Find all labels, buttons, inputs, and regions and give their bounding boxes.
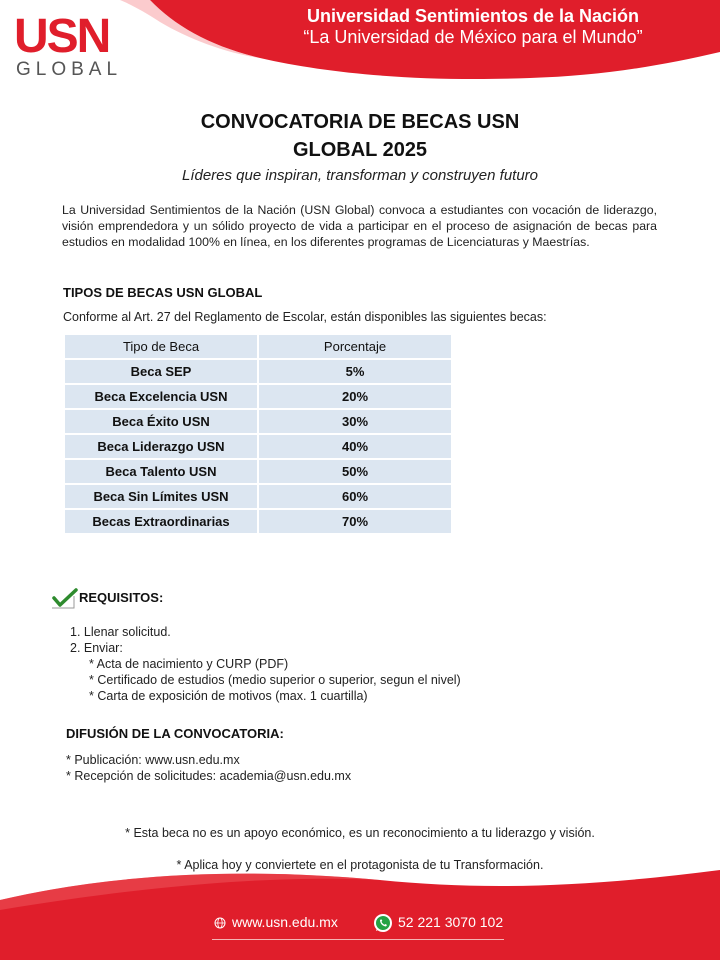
list-item: 1. Llenar solicitud. (70, 625, 171, 639)
difusion-list (66, 752, 351, 784)
beca-name: Beca Éxito USN (65, 410, 257, 433)
footer-wave (0, 870, 720, 960)
note-1: * Esta beca no es un apoyo económico, es un reconocimiento a tu liderazgo y visión. (125, 826, 595, 840)
table-row (65, 385, 451, 408)
table-header-row (65, 335, 451, 358)
tipos-text: Conforme al Art. 27 del Reglamento de Escolar, están disponibles las siguientes becas: (63, 310, 547, 324)
difusion-heading: DIFUSIÓN DE LA CONVOCATORIA: (66, 726, 284, 741)
logo-sub: GLOBAL (16, 59, 123, 80)
note-2: * Aplica hoy y conviertete en el protagonista de tu Transformación. (176, 858, 544, 872)
table-row (65, 435, 451, 458)
header-tipo: Tipo de Beca (65, 335, 257, 358)
list-item: * Recepción de solicitudes: academia@usn.edu.mx (66, 769, 352, 783)
table-row (65, 360, 451, 383)
website-link[interactable]: www.usn.edu.mx (232, 914, 338, 930)
page-title (0, 108, 720, 164)
table-row (65, 485, 451, 508)
list-item: 2. Enviar: (70, 641, 123, 655)
header-porcentaje: Porcentaje (259, 335, 451, 358)
beca-percent: 20% (259, 385, 451, 408)
becas-table (63, 333, 453, 535)
footer-divider (212, 939, 504, 940)
beca-percent: 40% (259, 435, 451, 458)
list-sub-item: * Acta de nacimiento y CURP (PDF) (89, 657, 289, 671)
requisitos-list (70, 624, 461, 704)
list-sub-item: * Carta de exposición de motivos (max. 1 cuartilla) (89, 689, 368, 703)
tipos-heading: TIPOS DE BECAS USN GLOBAL (63, 285, 263, 300)
beca-name: Beca Talento USN (65, 460, 257, 483)
logo-main: USN (14, 10, 110, 63)
beca-percent: 50% (259, 460, 451, 483)
title-line-1: CONVOCATORIA DE BECAS USN (200, 111, 520, 133)
requisitos-heading: REQUISITOS: (79, 590, 164, 605)
table-row (65, 510, 451, 533)
phone-number[interactable]: 52 221 3070 102 (398, 914, 504, 930)
beca-name: Beca Excelencia USN (65, 385, 257, 408)
table-row (65, 410, 451, 433)
beca-name: Beca Liderazgo USN (65, 435, 257, 458)
checkmark-icon (50, 588, 78, 610)
intro-paragraph: La Universidad Sentimientos de la Nación (USN Global) convoca a estudiantes con vocación de liderazgo, visión emprendedora y un sólido proyecto de vida a participar en el proceso de asignación de becas para estudios en modalidad 100% en línea, en los diferentes programas de Licenciaturas y Maestrías. (62, 203, 657, 249)
table-row (65, 460, 451, 483)
beca-name: Beca SEP (65, 360, 257, 383)
beca-percent: 5% (259, 360, 451, 383)
globe-icon (214, 917, 226, 929)
beca-percent: 30% (259, 410, 451, 433)
university-slogan: “La Universidad de México para el Mundo” (303, 27, 643, 47)
beca-name: Becas Extraordinarias (65, 510, 257, 533)
list-sub-item: * Certificado de estudios (medio superior o superior, segun el nivel) (89, 673, 461, 687)
university-name: Universidad Sentimientos de la Nación (306, 6, 640, 26)
usn-global-logo (14, 10, 134, 80)
beca-percent: 60% (259, 485, 451, 508)
beca-percent: 70% (259, 510, 451, 533)
subtitle: Líderes que inspiran, transforman y construyen futuro (181, 167, 539, 184)
beca-name: Beca Sin Límites USN (65, 485, 257, 508)
title-line-2: GLOBAL 2025 (292, 139, 428, 161)
whatsapp-icon (372, 912, 394, 934)
list-item: * Publicación: www.usn.edu.mx (66, 753, 240, 767)
